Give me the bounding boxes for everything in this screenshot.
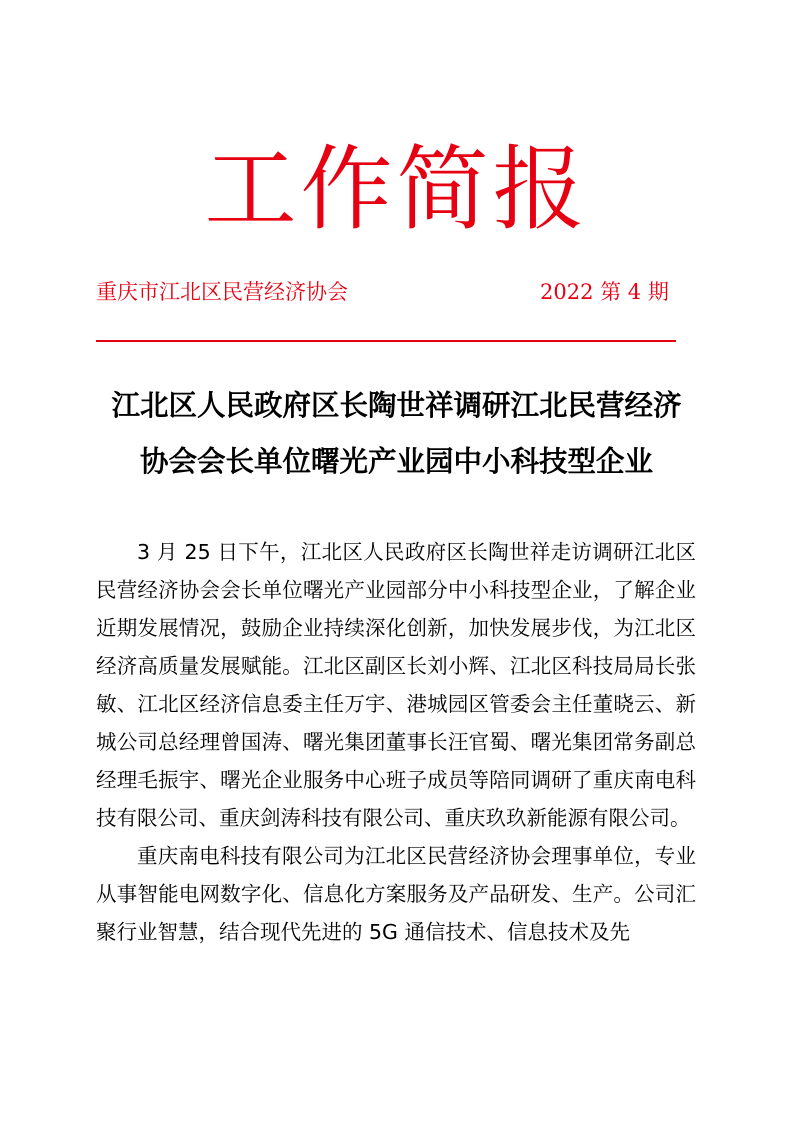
article-body [96, 533, 696, 951]
masthead-title: 工作简报 [204, 136, 589, 243]
body-paragraph: 3 月 25 日下午，江北区人民政府区长陶世祥走访调研江北区民营经济协会会长单位曙光产业园部分中小科技型企业，了解企业近期发展情况，鼓励企业持续深化创新，加快发展步伐，为江北区经济高质量发展赋能。江北区副区长刘小辉、江北区科技局局长张敏、江北区经济信息委主任万宇、港城园区管委会主任董晓云、新城公司总经理曾国涛、曙光集团董事长汪官蜀、曙光集团常务副总经理毛振宇、曙光企业服务中心班子成员等陪同调研了重庆南电科技有限公司、重庆剑涛科技有限公司、重庆玖玖新能源有限公司。 [96, 540, 696, 830]
article-headline [90, 378, 703, 490]
issue-number: 2022 第 4 期 [540, 280, 669, 304]
headline-line: 江北区人民政府区长陶世祥调研江北民营经济 [111, 389, 682, 422]
headline-line: 协会会长单位曙光产业园中小科技型企业 [139, 445, 653, 478]
body-paragraph: 重庆南电科技有限公司为江北区民营经济协会理事单位，专业从事智能电网数字化、信息化方案服务及产品研发、生产。公司汇聚行业智慧，结合现代先进的 5G 通信技术、信息技术及先 [96, 844, 696, 944]
issuer-name: 重庆市江北区民营经济协会 [96, 280, 348, 304]
red-divider [96, 340, 676, 342]
